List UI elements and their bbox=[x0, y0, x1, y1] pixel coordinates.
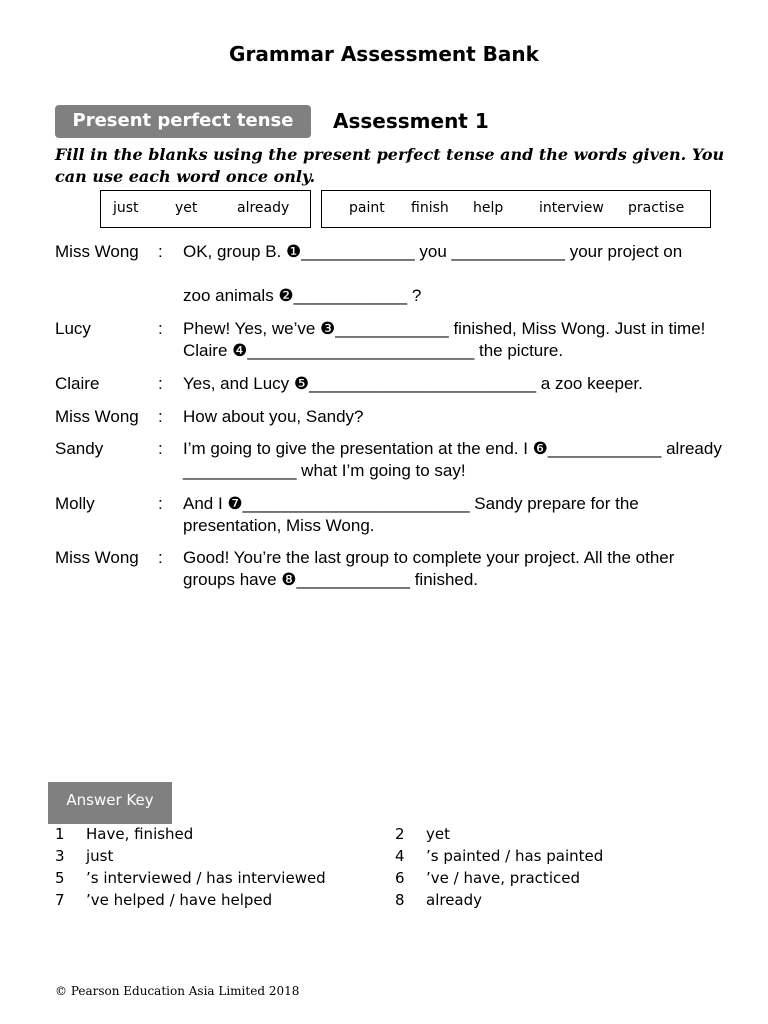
speech-text: Good! You’re the last group to complete your project. All the other groups have ❽____________ finished. bbox=[183, 548, 675, 589]
answer-key-label: Answer Key bbox=[48, 782, 172, 824]
speaker-name: Miss Wong bbox=[55, 407, 139, 426]
answer-text: yet bbox=[426, 825, 450, 843]
answer-number: 6 bbox=[395, 869, 405, 887]
verb-word-box bbox=[321, 190, 711, 228]
page-title: Grammar Assessment Bank bbox=[229, 42, 539, 66]
assessment-label: Assessment 1 bbox=[333, 109, 489, 133]
speech-text: Yes, and Lucy ❺________________________ a zoo keeper. bbox=[183, 374, 643, 393]
answer-text: just bbox=[86, 847, 114, 865]
speech-text: OK, group B. ❶____________ you ____________ your project on bbox=[183, 242, 683, 261]
speech-text: And I ❼________________________ Sandy prepare for the presentation, Miss Wong. bbox=[183, 494, 639, 535]
separator: : bbox=[158, 439, 163, 458]
speech-text: zoo animals ❷____________ ? bbox=[183, 286, 422, 305]
copyright-footer: © Pearson Education Asia Limited 2018 bbox=[55, 984, 300, 998]
adverb-word-box bbox=[100, 190, 311, 228]
answer-number: 1 bbox=[55, 825, 65, 843]
speaker-name: Sandy bbox=[55, 439, 104, 458]
answer-number: 7 bbox=[55, 891, 65, 909]
speaker-name: Miss Wong bbox=[55, 548, 139, 567]
separator: : bbox=[158, 548, 163, 567]
speech-text: Phew! Yes, we’ve ❸____________ finished, Miss Wong. Just in time! Claire ❹________________________ the picture. bbox=[183, 319, 706, 360]
answer-text: ’ve / have, practiced bbox=[426, 869, 580, 887]
word-finish: finish bbox=[411, 200, 449, 216]
speaker-name: Claire bbox=[55, 374, 100, 393]
answer-text: ’ve helped / have helped bbox=[86, 891, 273, 909]
answer-number: 4 bbox=[395, 847, 405, 865]
speaker-name: Lucy bbox=[55, 319, 91, 338]
speech-text: I’m going to give the presentation at the end. I ❻____________ already ____________ what I’m going to say! bbox=[183, 439, 722, 480]
instructions: Fill in the blanks using the present perfect tense and the words given. You can use each word once only. bbox=[55, 145, 725, 186]
separator: : bbox=[158, 407, 163, 426]
answer-number: 3 bbox=[55, 847, 65, 865]
word-practise: practise bbox=[628, 200, 685, 216]
word-yet: yet bbox=[175, 200, 198, 216]
word-paint: paint bbox=[349, 200, 385, 216]
word-interview: interview bbox=[539, 200, 604, 216]
speech-text: How about you, Sandy? bbox=[183, 407, 364, 426]
separator: : bbox=[158, 242, 163, 261]
answer-number: 8 bbox=[395, 891, 405, 909]
separator: : bbox=[158, 494, 163, 513]
word-just: just bbox=[113, 200, 139, 216]
answer-text: Have, finished bbox=[86, 825, 194, 843]
word-already: already bbox=[237, 200, 290, 216]
answer-text: ’s painted / has painted bbox=[426, 847, 604, 865]
answer-text: ’s interviewed / has interviewed bbox=[86, 869, 326, 887]
separator: : bbox=[158, 319, 163, 338]
separator: : bbox=[158, 374, 163, 393]
answer-number: 5 bbox=[55, 869, 65, 887]
speaker-name: Molly bbox=[55, 494, 95, 513]
answer-text: already bbox=[426, 891, 483, 909]
word-help: help bbox=[473, 200, 504, 216]
answer-number: 2 bbox=[395, 825, 405, 843]
speaker-name: Miss Wong bbox=[55, 242, 139, 261]
topic-badge: Present perfect tense bbox=[55, 105, 311, 138]
